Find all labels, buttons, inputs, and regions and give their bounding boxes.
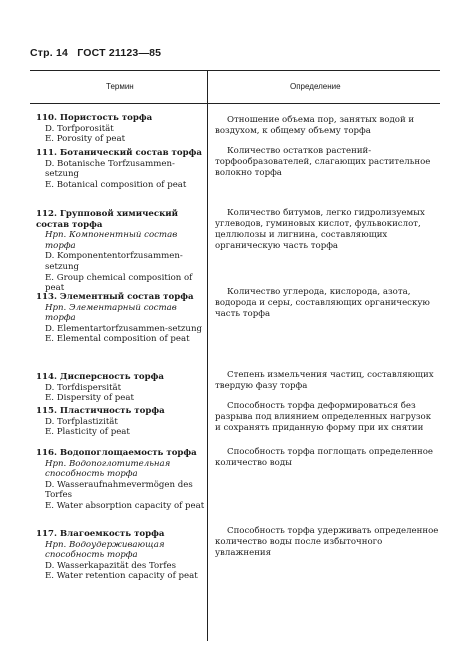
term-entry: 114. Дисперсность торфа D. Torfdispersität E. Dispersity of peat (36, 372, 206, 404)
term-title: 112. Групповой химический состав торфа (36, 209, 179, 230)
definition-text: Количество остатков растений-торфообразователей, слагающих растительное волокно торфа (215, 146, 431, 178)
term-title: 114. Дисперсность торфа (36, 372, 164, 382)
top-rule (30, 70, 440, 71)
term-title: 115. Пластичность торфа (36, 406, 165, 416)
definition-text: Способность торфа удерживать определенное количество воды после избыточного увлажнения (215, 526, 439, 558)
header-rule (30, 103, 440, 104)
column-divider (207, 70, 208, 641)
standard-code: ГОСТ 21123—85 (77, 47, 162, 59)
term-title: 113. Элементный состав торфа (36, 292, 194, 302)
definition-text: Степень измельчения частиц, составляющих твердую фазу торфа (215, 370, 434, 391)
definition-text: Отношение объема пор, занятых водой и воздухом, к общему объему торфа (215, 115, 415, 136)
term-entry: 115. Пластичность торфа D. Torfplastizität E. Plasticity of peat (36, 406, 206, 438)
term-entry: 111. Ботанический состав торфа D. Botanische Torfzusammen-setzung E. Botanical composition of peat (36, 148, 206, 190)
term-entry: 116. Водопоглощаемость торфа Нрп. Водопоглотительная способность торфа D. Wasseraufnahmevermögen des Torfes E. Water absorption capacity of peat (36, 448, 205, 511)
definition-column-header: Определение (290, 82, 341, 91)
definition-text: Количество углерода, кислорода, азота, водорода и серы, составляющих органическую часть торфа (215, 287, 430, 319)
definition-text: Количество битумов, легко гидролизуемых углеводов, гуминовых кислот, фульвокислот, целлюлозы и лигнина, составляющих органическую часть торфа (215, 208, 425, 251)
term-title: 111. Ботанический состав торфа (36, 148, 202, 158)
page-number: Стр. 14 (30, 47, 69, 59)
term-entry: 113. Элементный состав торфа Нрп. Элементарный состав торфа D. Elementartorfzusammen-setzung E. Elemental composition of peat (36, 292, 206, 345)
definition-text: Способность торфа поглощать определенное количество воды (215, 447, 433, 468)
terms-column-header: Термин (106, 82, 134, 91)
term-title: 117. Влагоемкость торфа (36, 529, 165, 539)
term-entry: 110. Пористость торфа D. Torfporosität E. Porosity of peat (36, 113, 206, 145)
definition-text: Способность торфа деформироваться без разрыва под влиянием определенных нагрузок и сохранять приданную форму при их снятии (215, 401, 432, 433)
term-title: 116. Водопоглощаемость торфа (36, 448, 197, 458)
term-title: 110. Пористость торфа (36, 113, 153, 123)
term-entry: 117. Влагоемкость торфа Нрп. Водоудерживающая способность торфа D. Wasserkapazität des Torfes E. Water retention capacity of peat (36, 529, 206, 582)
page-header (30, 47, 167, 59)
term-entry: 112. Групповой химический состав торфа Нрп. Компонентный состав торфа D. Komponententorfzusammen-setzung E. Group chemical composition of peat (36, 209, 206, 294)
